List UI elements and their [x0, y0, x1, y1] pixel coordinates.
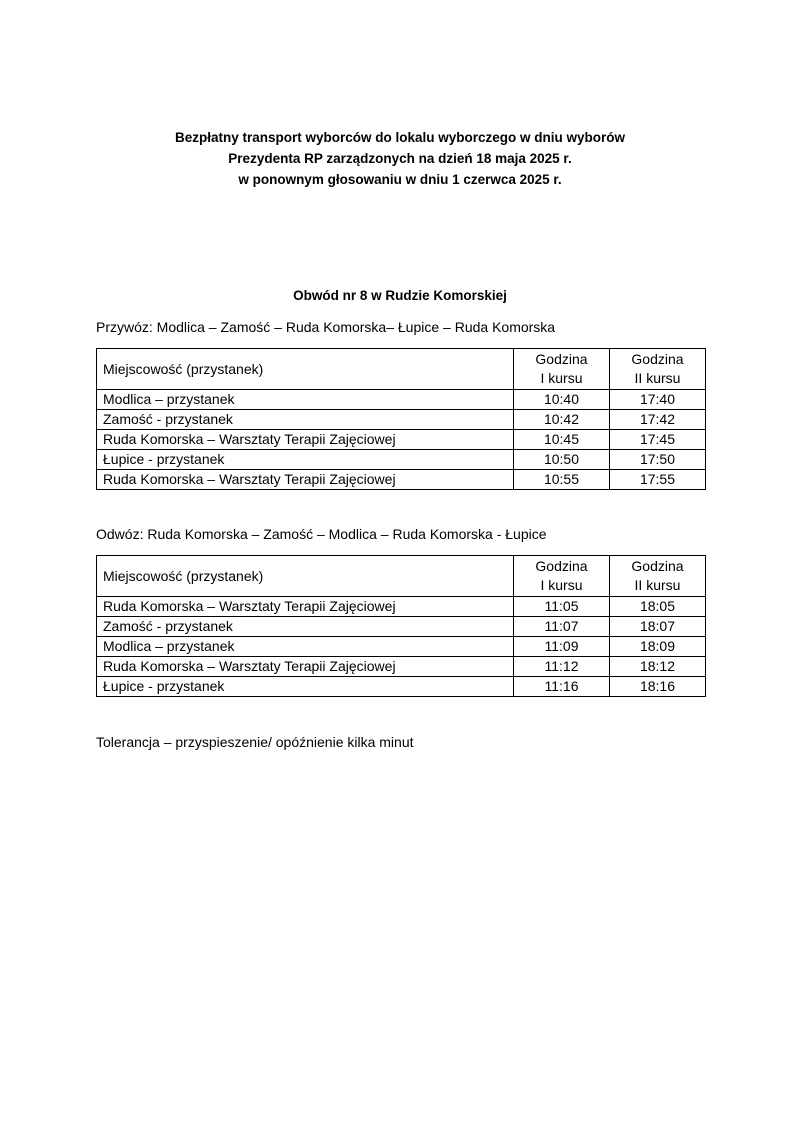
- run-1-time: 11:12: [514, 657, 610, 677]
- outbound-schedule-table: [96, 555, 706, 697]
- column-header-run-1-line-1: Godzina: [535, 558, 588, 574]
- inbound-route: Przywóz: Modlica – Zamość – Ruda Komorska– Łupice – Ruda Komorska: [96, 319, 556, 335]
- run-2-time: 17:42: [610, 410, 706, 430]
- run-2-time: 17:50: [610, 450, 706, 470]
- inbound-schedule-table: [96, 348, 706, 490]
- column-header-run-1-line-2: I kursu: [540, 370, 583, 386]
- run-1-time: 10:50: [514, 450, 610, 470]
- column-header-run-2-line-2: II kursu: [634, 370, 681, 386]
- run-1-time: 10:42: [514, 410, 610, 430]
- outbound-route: Odwóz: Ruda Komorska – Zamość – Modlica – Ruda Komorska - Łupice: [96, 526, 547, 542]
- stop-name: Zamość - przystanek: [97, 410, 514, 430]
- table-header-row: [97, 349, 706, 390]
- column-header-run-2: [610, 556, 706, 597]
- run-2-time: 18:12: [610, 657, 706, 677]
- title-line-3: w ponownym głosowaniu w dniu 1 czerwca 2025 r.: [238, 172, 562, 187]
- table-row: [97, 390, 706, 410]
- table-row: [97, 657, 706, 677]
- tolerance-note: Tolerancja – przyspieszenie/ opóźnienie kilka minut: [96, 734, 414, 750]
- run-1-time: 11:07: [514, 617, 610, 637]
- table-row: [97, 637, 706, 657]
- run-1-time: 11:16: [514, 677, 610, 697]
- column-header-run-2-line-2: II kursu: [634, 577, 681, 593]
- document-title: [95, 127, 705, 190]
- run-2-time: 18:07: [610, 617, 706, 637]
- stop-name: Ruda Komorska – Warsztaty Terapii Zajęciowej: [97, 430, 514, 450]
- table-row: [97, 430, 706, 450]
- column-header-run-1-line-1: Godzina: [535, 351, 588, 367]
- title-line-1: Bezpłatny transport wyborców do lokalu wyborczego w dniu wyborów: [174, 130, 626, 145]
- district-heading: Obwód nr 8 w Rudzie Komorskiej: [293, 288, 507, 303]
- stop-name: Łupice - przystanek: [97, 677, 514, 697]
- run-1-time: 10:40: [514, 390, 610, 410]
- stop-name: Zamość - przystanek: [97, 617, 514, 637]
- column-header-run-2-line-1: Godzina: [631, 558, 684, 574]
- title-line-2: Prezydenta RP zarządzonych na dzień 18 maja 2025 r.: [228, 151, 572, 166]
- run-1-time: 11:05: [514, 597, 610, 617]
- column-header-place: Miejscowość (przystanek): [97, 556, 514, 597]
- column-header-run-1-line-2: I kursu: [540, 577, 583, 593]
- column-header-place: Miejscowość (przystanek): [97, 349, 514, 390]
- run-2-time: 17:40: [610, 390, 706, 410]
- run-2-time: 18:09: [610, 637, 706, 657]
- run-2-time: 17:45: [610, 430, 706, 450]
- run-2-time: 17:55: [610, 470, 706, 490]
- table-header-row: [97, 556, 706, 597]
- run-1-time: 11:09: [514, 637, 610, 657]
- table-row: [97, 470, 706, 490]
- stop-name: Ruda Komorska – Warsztaty Terapii Zajęciowej: [97, 597, 514, 617]
- column-header-run-2: [610, 349, 706, 390]
- table-row: [97, 677, 706, 697]
- stop-name: Łupice - przystanek: [97, 450, 514, 470]
- table-row: [97, 597, 706, 617]
- column-header-run-1: [514, 556, 610, 597]
- stop-name: Ruda Komorska – Warsztaty Terapii Zajęciowej: [97, 470, 514, 490]
- run-1-time: 10:55: [514, 470, 610, 490]
- run-1-time: 10:45: [514, 430, 610, 450]
- run-2-time: 18:05: [610, 597, 706, 617]
- column-header-run-2-line-1: Godzina: [631, 351, 684, 367]
- table-row: [97, 617, 706, 637]
- column-header-run-1: [514, 349, 610, 390]
- stop-name: Modlica – przystanek: [97, 637, 514, 657]
- table-row: [97, 410, 706, 430]
- stop-name: Ruda Komorska – Warsztaty Terapii Zajęciowej: [97, 657, 514, 677]
- table-row: [97, 450, 706, 470]
- run-2-time: 18:16: [610, 677, 706, 697]
- stop-name: Modlica – przystanek: [97, 390, 514, 410]
